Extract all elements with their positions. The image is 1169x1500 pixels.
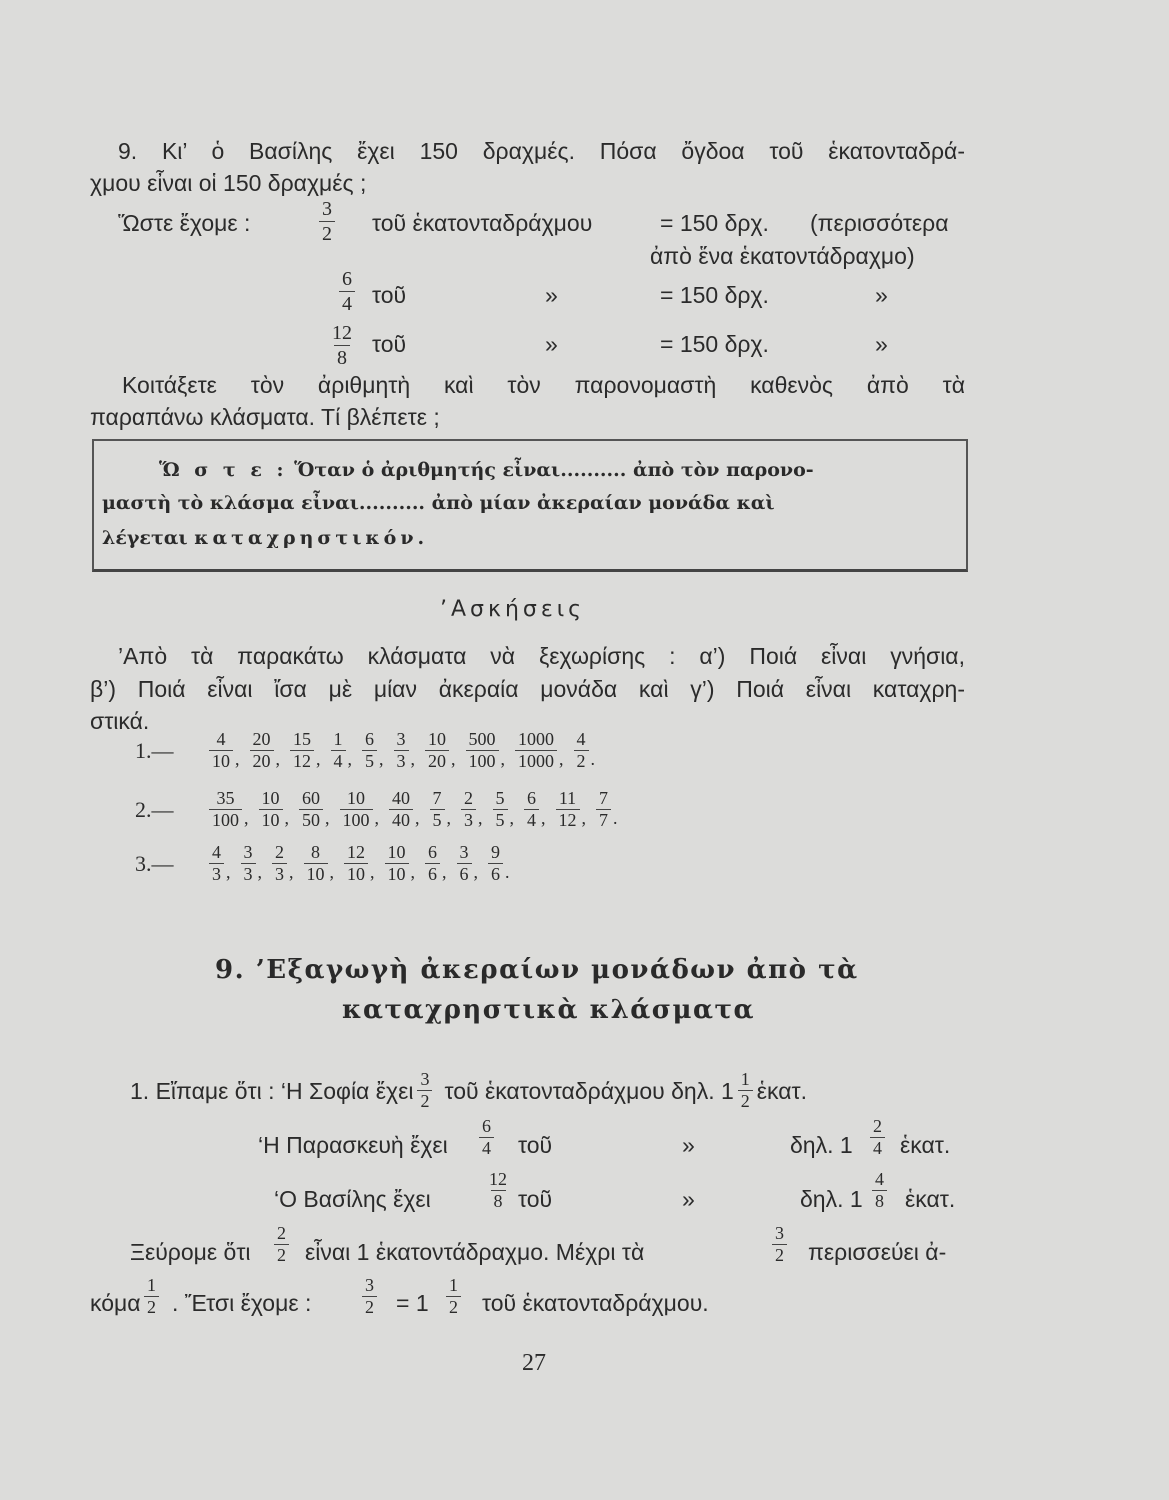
row1-word: τοῦ ἑκατονταδράχμου: [372, 210, 593, 236]
problem-line-2: χμου εἶναι οἱ 150 δραχμές ;: [90, 170, 367, 196]
row2-word: τοῦ: [372, 282, 407, 308]
exercise-fraction: $\frac{1}{4}$ ,: [327, 730, 359, 771]
row1-equals: = 150 δρχ.: [660, 210, 769, 236]
exercise-fraction: $\frac{10}{100}$ ,: [336, 789, 386, 830]
section-title-line-1: 9. ’Εξαγωγὴ ἀκεραίων μονάδων ἀπὸ τὰ: [215, 955, 859, 985]
exercises-instr-1: ’Απὸ τὰ παρακάτω κλάσματα νὰ ξεχωρίσης : α’) Ποιά εἶναι γνήσια,: [118, 643, 965, 669]
exercise-row-2: [135, 789, 624, 830]
exercise-fraction: $\frac{60}{50}$ ,: [295, 789, 336, 830]
body-line-2-end: ἑκατ.: [900, 1132, 951, 1158]
body-line-5a: κόμα: [90, 1290, 141, 1316]
exercise-fraction: $\frac{35}{100}$ ,: [205, 789, 255, 830]
fraction: $\frac{4}{8}$: [868, 1170, 891, 1211]
row1-note: (περισσότερα: [810, 210, 949, 236]
fraction: $\frac{2}{4}$: [866, 1117, 889, 1158]
body-line-3-ditto: »: [682, 1186, 695, 1212]
row2-note: »: [875, 282, 888, 308]
row3-equals: = 150 δρχ.: [660, 331, 769, 357]
exercise-row-label: 3.—: [135, 850, 174, 876]
row3-word: τοῦ: [372, 331, 407, 357]
exercise-fraction: $\frac{11}{12}$ ,: [552, 789, 593, 830]
fraction: $\frac{6}{4}$: [475, 1117, 498, 1158]
exercise-fraction: $\frac{12}{10}$ ,: [340, 843, 381, 884]
body-line-3-dl: δηλ. 1: [800, 1186, 863, 1212]
exercise-fraction: $\frac{10}{10}$ ,: [255, 789, 296, 830]
exercise-fraction: $\frac{6}{5}$ ,: [358, 730, 390, 771]
body-line-3a: ‘Ο Βασίλης ἔχει: [274, 1186, 431, 1212]
rule-line-2: μαστὴ τὸ κλάσμα εἶναι.......... ἀπὸ μίαν ἀκεραίαν μονάδα καὶ: [102, 492, 775, 514]
body-line-2-word: τοῦ: [518, 1132, 553, 1158]
body-line-5b: . Ἔτσι ἔχομε :: [172, 1290, 312, 1316]
exercise-fraction: $\frac{6}{6}$ ,: [421, 843, 453, 884]
fraction: $\frac{3}{2}$: [417, 1070, 432, 1111]
fraction: $\frac{3}{2}$: [768, 1224, 791, 1265]
fraction: $\frac{12}{8}$: [489, 1169, 507, 1211]
exercise-fraction: $\frac{20}{20}$ ,: [246, 730, 287, 771]
rule-line-3: λέγεται καταχρηστικόν.: [102, 527, 429, 549]
exercise-row-label: 1.—: [135, 737, 174, 763]
rule-line-1: Ὥ σ τ ε : Ὅταν ὁ ἀριθμητής εἶναι.......... ἀπὸ τὸν παρονο-: [159, 459, 814, 481]
exercise-fraction: $\frac{7}{7}$ .: [592, 789, 624, 830]
exercise-fraction: $\frac{8}{10}$ ,: [300, 843, 341, 884]
exercise-fraction: $\frac{500}{100}$ ,: [462, 730, 512, 771]
fraction-3-2: $\frac{3}{2}$: [315, 198, 339, 245]
exercise-fraction: $\frac{3}{3}$ ,: [390, 730, 422, 771]
fraction: $\frac{3}{2}$: [358, 1276, 381, 1317]
exercise-fraction: $\frac{10}{20}$ ,: [421, 730, 462, 771]
exercise-fraction: $\frac{40}{40}$ ,: [385, 789, 426, 830]
row2-ditto: »: [545, 282, 558, 308]
fraction: $\frac{1}{2}$: [140, 1276, 163, 1317]
exercise-fraction: $\frac{3}{3}$ ,: [237, 843, 269, 884]
exercises-title: ’Ασκήσεις: [440, 597, 586, 622]
fraction-6-4: $\frac{6}{4}$: [335, 268, 359, 315]
exercise-fraction: $\frac{3}{6}$ ,: [453, 843, 485, 884]
exercise-fraction: $\frac{15}{12}$ ,: [286, 730, 327, 771]
observe-line-1: Κοιτάξετε τὸν ἀριθμητὴ καὶ τὸν παρονομαστὴ καθενὸς ἀπὸ τὰ: [122, 372, 965, 398]
body-line-2-dl: δηλ. 1: [790, 1132, 853, 1158]
body-line-5d: τοῦ ἑκατονταδράχμου.: [482, 1290, 709, 1316]
exercise-fraction: $\frac{4}{10}$ ,: [205, 730, 246, 771]
rule-box: [92, 439, 968, 572]
exercises-instr-2: β’) Ποιά εἶναι ἴσα μὲ μίαν ἀκεραία μονάδα καὶ γ’) Ποιά εἶναι καταχρη-: [90, 676, 965, 702]
exercise-fraction: $\frac{5}{5}$ ,: [489, 789, 521, 830]
exercise-fraction: $\frac{9}{6}$ .: [484, 843, 516, 884]
exercise-fraction: $\frac{7}{5}$ ,: [426, 789, 458, 830]
exercise-fraction: $\frac{2}{3}$ ,: [268, 843, 300, 884]
exercise-fraction: $\frac{6}{4}$ ,: [520, 789, 552, 830]
observe-line-2: παραπάνω κλάσματα. Τί βλέπετε ;: [90, 404, 440, 430]
row2-equals: = 150 δρχ.: [660, 282, 769, 308]
exercise-fraction: $\frac{2}{3}$ ,: [457, 789, 489, 830]
row1-note-cont: ἀπὸ ἕνα ἑκατοντάδραχμο): [650, 243, 915, 269]
page-number: 27: [522, 1350, 546, 1376]
body-line-4b: εἶναι 1 ἑκατοντάδραχμο. Μέχρι τὰ: [305, 1239, 645, 1265]
exercises-instr-3: στικά.: [90, 708, 150, 734]
body-line-1: 1. Εἴπαμε ὅτι : ‘Η Σοφία ἔχει $\frac{3}{2}$ τοῦ ἑκατονταδράχμου δηλ. 1 $\frac{1}{2}$ ἑκατ.: [130, 1069, 808, 1111]
body-line-4a: Ξεύρομε ὅτι: [130, 1239, 251, 1265]
body-line-2-ditto: »: [682, 1132, 695, 1158]
section-title-line-2: καταχρηστικὰ κλάσματα: [342, 995, 756, 1025]
hence-label: Ὥστε ἔχομε :: [118, 210, 251, 236]
exercise-row-3: [135, 843, 516, 884]
body-line-4c: περισσεύει ἀ-: [808, 1239, 947, 1265]
body-line-2a: ‘Η Παρασκευὴ ἔχει: [258, 1132, 448, 1158]
row3-ditto: »: [545, 331, 558, 357]
fraction-12-8: $\frac{12}{8}$: [332, 322, 352, 369]
fraction: $\frac{1}{2}$: [442, 1276, 465, 1317]
fraction: $\frac{1}{2}$: [738, 1070, 753, 1111]
body-line-3-word: τοῦ: [518, 1186, 553, 1212]
row3-note: »: [875, 331, 888, 357]
exercise-fraction: $\frac{10}{10}$ ,: [381, 843, 422, 884]
fraction: $\frac{2}{2}$: [270, 1224, 293, 1265]
exercise-fraction: $\frac{4}{2}$ .: [570, 730, 602, 771]
exercise-fraction: $\frac{4}{3}$ ,: [205, 843, 237, 884]
exercise-row-1: [135, 730, 601, 771]
exercise-row-label: 2.—: [135, 796, 174, 822]
problem-line-1: 9. Κι’ ὁ Βασίλης ἔχει 150 δραχμές. Πόσα ὄγδοα τοῦ ἑκατονταδρά-: [118, 138, 965, 164]
body-line-5c: = 1: [396, 1290, 429, 1316]
body-line-3-end: ἑκατ.: [905, 1186, 956, 1212]
exercise-fraction: $\frac{1000}{1000}$ ,: [511, 730, 570, 771]
